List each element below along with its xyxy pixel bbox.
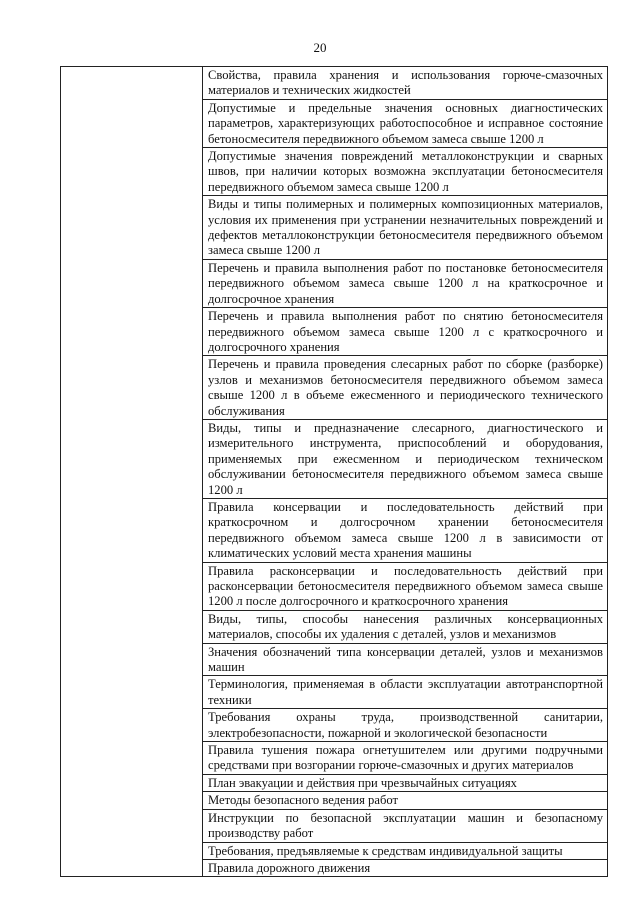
- table-row: Требования охраны труда, производственной санитарии, электробезопасности, пожарной и экологической безопасности: [203, 709, 607, 742]
- table-row: Виды, типы, способы нанесения различных консервационных материалов, способы их удаления с деталей, узлов и механизмов: [203, 611, 607, 644]
- page-number: 20: [313, 40, 327, 55]
- table-row: Инструкции по безопасной эксплуатации машин и безопасному производству работ: [203, 810, 607, 843]
- table-row: Правила тушения пожара огнетушителем или другими подручными средствами при возгорании горюче-смазочных и других материалов: [203, 742, 607, 775]
- table-row: Перечень и правила выполнения работ по постановке бетоносмесителя передвижного объемом замеса свыше 1200 л на краткосрочное и долгосрочное хранения: [203, 260, 607, 308]
- table-row: Допустимые и предельные значения основных диагностических параметров, характеризующих работоспособное и исправное состояние бетоносмесителя передвижного объемом замеса свыше 1200 л: [203, 100, 607, 148]
- table-row: Правила расконсервации и последовательность действий при расконсервации бетоносмесителя передвижного объемом замеса свыше 1200 л после долгосрочного и краткосрочного хранения: [203, 563, 607, 611]
- table-row: Терминология, применяемая в области эксплуатации автотранспортной техники: [203, 676, 607, 709]
- table-row: Правила консервации и последовательность действий при краткосрочном и долгосрочном хранении бетоносмесителя передвижного объемом замеса свыше 1200 л в зависимости от климатических условий места хранения машины: [203, 499, 607, 563]
- table-row: Допустимые значения повреждений металлоконструкции и сварных швов, при наличии которых возможна эксплуатации бетоносмесителя передвижного объемом замеса свыше 1200 л: [203, 148, 607, 196]
- table-row: Правила дорожного движения: [208, 860, 371, 875]
- table-row: Значения обозначений типа консервации деталей, узлов и механизмов машин: [203, 644, 607, 677]
- table-row: Свойства, правила хранения и использования горюче-смазочных материалов и технических жидкостей: [203, 67, 607, 100]
- table-row: Требования, предъявляемые к средствам индивидуальной защиты: [203, 843, 607, 860]
- requirements-list: [203, 67, 607, 876]
- table-row: Виды и типы полимерных и полимерных композиционных материалов, условия их применения при устранении незначительных повреждений и дефектов металлоконструкции бетоносмесителя передвижного объемом замеса свыше 1200 л: [203, 196, 607, 260]
- table-row: Перечень и правила проведения слесарных работ по сборке (разборке) узлов и механизмов бетоносмесителя передвижного объемом замеса свыше 1200 л в объеме ежесменного и периодического технического обслуживания: [203, 356, 607, 420]
- table-row: Виды, типы и предназначение слесарного, диагностического и измерительного инструмента, приспособлений и оборудования, применяемых при ежесменном и периодическом техническом обслуживании бетоносмесителя передвижного объемом замеса свыше 1200 л: [203, 420, 607, 499]
- table-row: Методы безопасного ведения работ: [203, 792, 607, 809]
- table-row: План эвакуации и действия при чрезвычайных ситуациях: [203, 775, 607, 792]
- table-right-cell: [203, 67, 608, 877]
- table-left-cell: [61, 67, 203, 877]
- table-row: Перечень и правила выполнения работ по снятию бетоносмесителя передвижного объемом замеса свыше 1200 л с краткосрочного и долгосрочного хранения: [203, 308, 607, 356]
- knowledge-table: [60, 66, 608, 877]
